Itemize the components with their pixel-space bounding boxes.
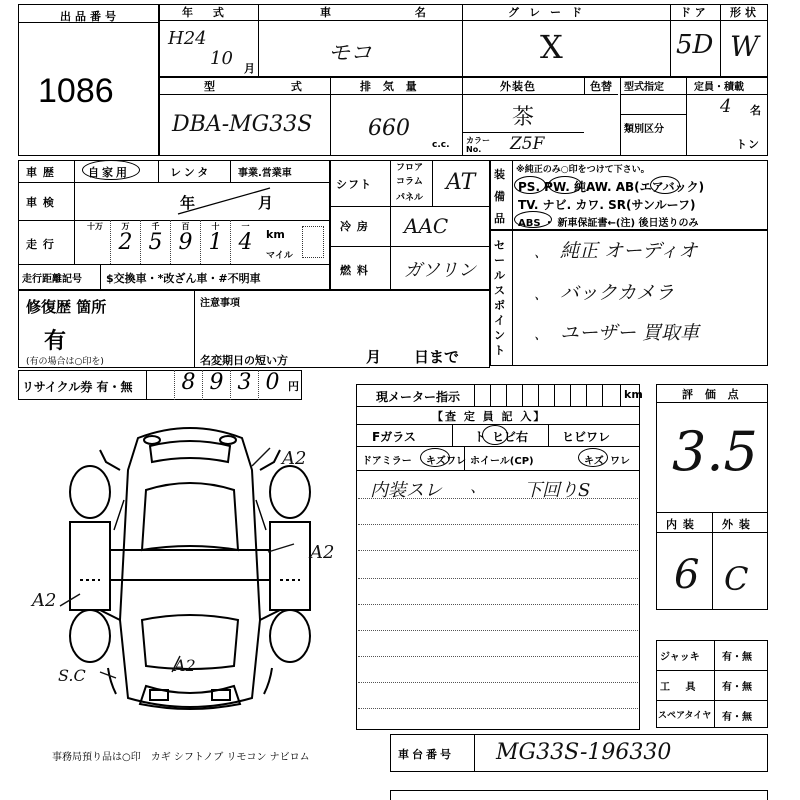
diagram-mark-a2-rear: A2 [174,656,196,675]
digit-value: 3 [237,370,252,395]
digit-value: 9 [209,370,224,395]
shift-option-floor: フロア [396,163,424,173]
month-unit: 月 [244,62,256,75]
capacity-label: 定員・積載 [694,82,744,93]
displacement-label: 排 気 量 [360,80,421,93]
digit-cell [258,370,286,400]
door-value: 5D [676,30,714,60]
shift-option-panel: パネル [396,193,424,203]
exterior-label: 外 装 [722,518,751,531]
class-label: 類別区分 [624,124,664,135]
meter-cell [506,384,522,406]
meter-cell [474,384,490,406]
digit-value: 5 [148,230,163,255]
color-no: Z5F [510,134,545,154]
grade-value: X [540,28,563,66]
equipment-row2: TV. ナビ. カワ. SR(サンルーフ) [518,198,696,212]
fuel-value: ガソリン [404,260,476,281]
recycle-unit: 円 [288,380,300,393]
digit-header: 千 [151,222,160,231]
fglass-to: ト [474,430,487,444]
model-value: DBA-MG33S [172,112,313,137]
score-value: 3.5 [672,420,758,483]
ac-value: AAC [404,214,449,238]
equipment-note: ※純正のみ○印をつけて下さい。 [516,165,650,175]
digit-cell [202,370,230,400]
digit-header: 百 [181,222,190,231]
recycle-label: リサイクル券 有・無 [22,380,133,394]
inspection-note-2: 下回りS [524,480,591,501]
displacement-value: 660 [368,116,410,141]
repair-value: 有 [44,329,68,354]
chassis-label: 車台番号 [398,748,454,761]
ac-label: 冷 房 [340,220,369,233]
spare-label: スペアタイヤ [658,711,712,721]
inspection-month-unit: 月 [258,194,275,212]
month-value: 10 [210,48,233,69]
digit-value: 1 [208,230,223,255]
lot-number: 1086 [38,72,114,110]
sales-point-3: ユーザー 買取車 [560,322,700,344]
digit-value: 4 [238,230,253,255]
shape-value: W [730,30,759,63]
digit-header: 万 [121,222,130,231]
exterior-label: 外装色 [500,80,536,93]
wheel-ware: ワレ [610,456,630,467]
meter-cell [522,384,538,406]
mileage-digit-grid [80,220,260,264]
digit-value: 8 [181,370,196,395]
digit-cell [200,220,230,264]
interior-label: 内 装 [666,518,695,531]
capacity-value: 4 [720,96,732,117]
exterior-color: 茶 [512,105,535,130]
fglass-hibiware: ヒビワレ [562,430,611,444]
digit-cell [230,220,260,264]
tools-label: 工 具 [660,682,702,693]
mirror-ware: ワレ [446,456,466,467]
mirror-kizu: キズ [426,456,446,467]
inspection-label: 車 検 [26,196,55,209]
inspector-label: 【査 定 員 記 入】 [432,410,547,423]
sales-point-2: バックカメラ [560,282,675,304]
cc-unit: c.c. [432,140,450,150]
recycle-digit-grid [146,370,286,400]
digit-cell [174,370,202,400]
digit-cell [110,220,140,264]
office-items: 事務局預り品は○印 カギ シフトノブ リモコン ナビロム [52,752,310,763]
shape-label: 形状 [730,6,760,19]
km-unit: km [266,228,285,241]
deadline-day: 日まで [414,348,460,366]
digit-header: 十万 [87,222,103,231]
inspection-strike [170,184,280,220]
year-value: H24 [168,28,207,49]
model-label: 型 式 [204,80,338,93]
history-rental: レンタ [170,166,212,179]
car-name: モコ [328,41,373,66]
deadline-label: 名変期日の短い方 [200,354,288,367]
grade-label: グレード [508,6,592,19]
meter-cell [554,384,570,406]
meter-cell [570,384,586,406]
digit-cell [230,370,258,400]
shift-label: シフト [336,178,372,191]
score-label: 評 価 点 [682,388,743,401]
history-private: 自家用 [88,166,130,179]
equipment-label: 装備品 [494,168,505,225]
lot-label: 出品番号 [60,10,120,23]
spare-option: 有・無 [722,712,752,723]
inspection-year-unit: 年 [180,194,197,212]
diagram-mark-a2-right: A2 [310,542,335,563]
meter-km: km [624,388,643,401]
door-label: ドア [680,6,710,19]
chassis-number: MG33S-196330 [496,740,672,765]
caution-label: 注意事項 [200,298,240,309]
equipment-row1: PS. PW. 純AW. AB(エアバック) [518,180,705,194]
repaint-label: 色替 [590,80,612,93]
wheel-label: ホイール(CP) [470,456,534,467]
inspection-note-1: 内装スレ [370,480,442,501]
color-no-label: カラー No. [466,136,490,154]
odometer-label: 走行距離記号 [22,274,82,285]
wheel-kizu: キズ [584,456,604,467]
mileage-label: 走 行 [26,238,55,251]
exterior-score: C [724,560,749,598]
equipment-row3: ABS ・ 新車保証書←(注) 後日送りのみ [518,218,699,229]
fglass-hibi-right: ヒビ右 [492,430,529,444]
jack-option: 有・無 [722,652,752,663]
deadline-month: 月 [366,348,383,366]
repair-label: 修復歴 箇所 [26,298,107,316]
digit-value: 2 [118,230,133,255]
digit-cell [146,370,174,400]
odometer-options: $交換車・*改ざん車・#不明車 [106,272,261,285]
digit-value: 0 [265,370,280,395]
meter-digit-cells [474,384,618,406]
digit-header: 一 [241,222,250,231]
digit-header: 十 [211,222,220,231]
mirror-label: ドアミラー [362,456,412,467]
mile-unit: マイル [266,251,293,261]
diagram-mark-a2-left: A2 [32,590,57,611]
bottom-cut-box [390,790,768,800]
diagram-mark-a2-top-right: A2 [282,448,307,469]
meter-label: 現メーター指示 [376,390,461,404]
sales-point-1: 純正 オーディオ [560,240,698,262]
load-unit: トン [736,138,760,151]
type-designation-label: 型式指定 [624,82,664,93]
fuel-label: 燃 料 [340,264,369,277]
capacity-unit: 名 [750,104,762,117]
diagram-mark-sc: S.C [58,666,86,685]
sales-points-label: セールスポイント [494,239,505,357]
shift-option-column: コラム [396,177,423,187]
meter-cell [538,384,554,406]
shift-value: AT [446,170,476,195]
history-business: 事業.営業車 [238,168,292,179]
history-label: 車 歴 [26,166,55,179]
digit-cell [170,220,200,264]
fglass-label: Fガラス [372,430,416,444]
tools-option: 有・無 [722,682,752,693]
digit-value: 9 [178,230,193,255]
digit-cell [80,220,110,264]
jack-label: ジャッキ [660,652,700,663]
year-label: 年 式 [182,6,232,19]
meter-cell [586,384,602,406]
digit-cell [140,220,170,264]
meter-cell [602,384,618,406]
meter-cell [490,384,506,406]
repair-note: (有の場合は○印を) [26,357,104,367]
car-name-label: 車 名 [320,6,466,19]
interior-score: 6 [674,552,700,598]
